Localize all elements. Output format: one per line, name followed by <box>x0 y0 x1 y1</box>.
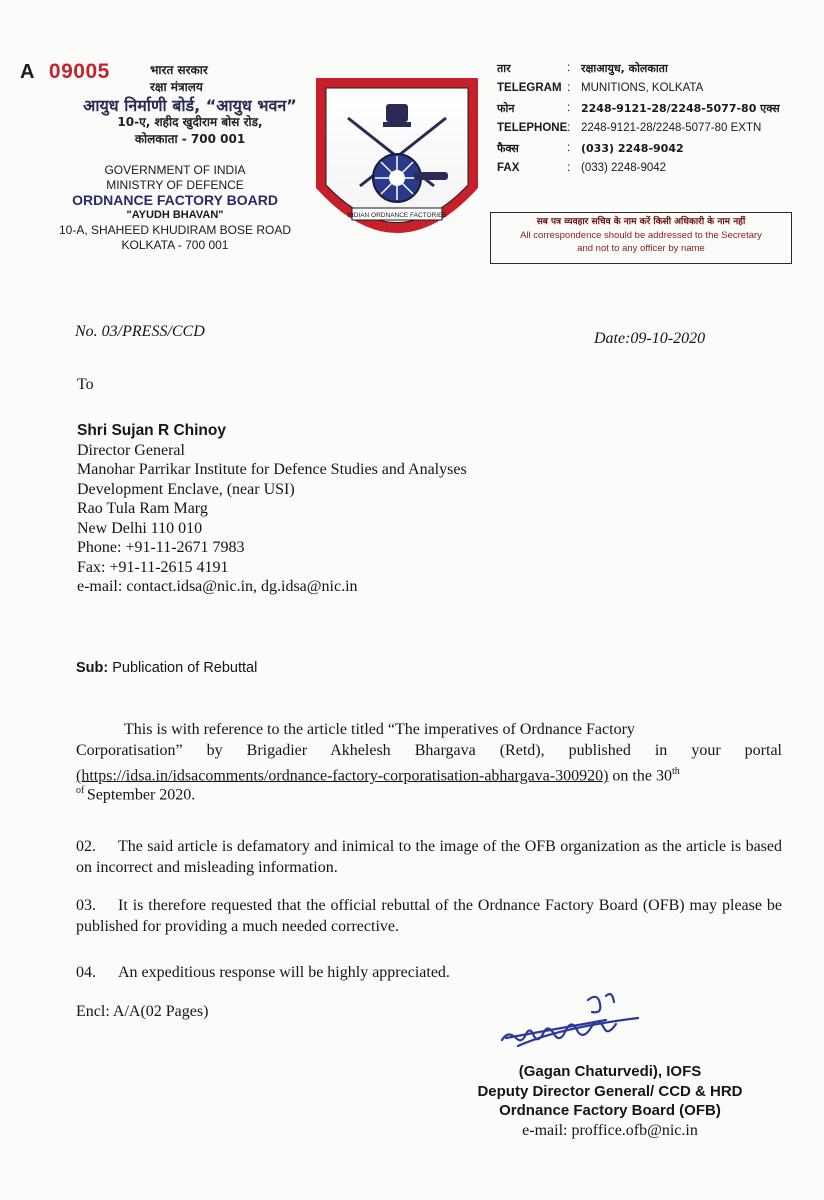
para-text: It is therefore requested that the official rebuttal of the Ordnance Factory Board (OFB) may please be published for providing a much needed corrective. <box>76 897 782 935</box>
paragraph-1 <box>76 719 782 806</box>
serial-prefix: A <box>20 61 35 83</box>
notice-english-1: All correspondence should be addressed to the Secretary <box>520 230 762 241</box>
hindi-line: रक्षा मंत्रालय <box>150 80 203 94</box>
contact-separator: : <box>567 102 571 114</box>
contact-separator: : <box>567 122 571 134</box>
to-label: To <box>77 376 94 393</box>
para1-month: September 2020. <box>86 786 196 804</box>
reference-number: No. 03/PRESS/CCD <box>75 323 205 340</box>
recipient-name: Shri Sujan R Chinoy <box>77 422 226 439</box>
para1-line2: Corporatisation” by Brigadier Akhelesh Bhargava (Retd), published in your portal <box>76 742 782 759</box>
paragraph-2 <box>76 836 782 878</box>
handwritten-signature-icon <box>488 988 648 1058</box>
signature-block <box>420 1062 800 1140</box>
contact-row <box>497 138 780 158</box>
bhavan-line: "AYUDH BHAVAN" <box>126 209 224 221</box>
recipient-address <box>77 421 467 597</box>
contact-value: (033) 2248-9042 <box>581 162 667 174</box>
ofb-emblem-icon <box>306 68 488 250</box>
article-link[interactable]: (https://idsa.in/idsacomments/ordnance-factory-corporatisation-abhargava-300920) <box>76 767 609 785</box>
subject-line <box>76 660 257 676</box>
paragraph-4 <box>76 962 782 983</box>
contact-separator: : <box>567 82 571 94</box>
contact-row <box>497 158 780 178</box>
para1-line1: This is with reference to the article titled “The imperatives of Ordnance Factory <box>124 721 635 738</box>
signatory-org: Ordnance Factory Board (OFB) <box>499 1102 721 1119</box>
emblem-banner-text: INDIAN ORDNANCE FACTORIES <box>347 212 447 219</box>
road-line: 10-A, SHAHEED KHUDIRAM BOSE ROAD <box>58 223 292 237</box>
contact-value: रक्षाआयुध, कोलकाता <box>581 61 668 75</box>
address-line: Rao Tula Ram Marg <box>77 500 208 517</box>
correspondence-notice <box>490 212 792 264</box>
contact-label: फोन <box>497 101 515 115</box>
para-number: 04. <box>76 964 96 981</box>
board-line: ORDNANCE FACTORY BOARD <box>72 192 278 208</box>
contact-value: (033) 2248-9042 <box>581 141 684 155</box>
signatory-title: Deputy Director General/ CCD & HRD <box>477 1082 743 1100</box>
ministry-line: MINISTRY OF DEFENCE <box>106 178 244 192</box>
subject-label: Sub: <box>76 660 109 676</box>
para1-of: of <box>76 785 87 797</box>
notice-english-2: and not to any officer by name <box>577 243 705 254</box>
address-line: Director General <box>77 441 185 459</box>
contact-row <box>497 98 780 118</box>
gov-line: GOVERNMENT OF INDIA <box>104 163 246 177</box>
para-number: 02. <box>76 838 96 855</box>
letter-date: Date:09-10-2020 <box>594 330 706 347</box>
contact-row <box>497 58 780 78</box>
signatory-email: e-mail: proffice.ofb@nic.in <box>522 1121 698 1139</box>
contact-label: TELEPHONE <box>497 122 568 134</box>
hindi-line: कोलकाता - 700 001 <box>134 132 246 146</box>
contact-label: फैक्स <box>497 141 519 155</box>
contact-label: FAX <box>497 162 520 174</box>
notice-hindi: सब पत्र व्यवहार सचिव के नाम करें किसी अधिकारी के नाम नहीं <box>536 217 746 227</box>
contact-row <box>497 78 780 98</box>
address-line: Manohar Parrikar Institute for Defence Studies and Analyses <box>77 461 467 478</box>
contact-row <box>497 118 780 138</box>
contact-label: TELEGRAM <box>497 82 562 94</box>
contact-value: MUNITIONS, KOLKATA <box>581 82 704 94</box>
hindi-line: आयुध निर्माणी बोर्ड, “आयुध भवन” <box>83 96 297 115</box>
contact-value: 2248-9121-28/2248-5077-80 एक्स <box>581 101 780 115</box>
enclosure-note: Encl: A/A(02 Pages) <box>76 1003 209 1020</box>
para-text: The said article is defamatory and inimical to the image of the OFB organization as the article is based on incorrect and misleading information. <box>76 838 782 876</box>
contact-separator: : <box>567 162 571 174</box>
hindi-line: भारत सरकार <box>150 63 208 77</box>
contact-separator: : <box>567 142 571 154</box>
signatory-name: (Gagan Chaturvedi), IOFS <box>518 1063 702 1080</box>
para1-date-lead: on the 30 <box>608 767 672 785</box>
paragraph-3 <box>76 895 782 937</box>
para1-date-sup: th <box>671 766 680 777</box>
hindi-letterhead <box>60 62 320 148</box>
english-letterhead <box>40 163 310 253</box>
hindi-line: 10-ए, शहीद खुदीराम बोस रोड, <box>117 115 263 129</box>
address-line: New Delhi 110 010 <box>77 519 203 537</box>
subject-text: Publication of Rebuttal <box>108 660 258 676</box>
contact-value: 2248-9121-28/2248-5077-80 EXTN <box>581 122 762 134</box>
address-line: Development Enclave, (near USI) <box>77 480 295 498</box>
address-line: Fax: +91-11-2615 4191 <box>77 558 229 576</box>
address-line: Phone: +91-11-2671 7983 <box>77 539 245 556</box>
contact-label: तार <box>497 61 511 75</box>
contact-list <box>497 58 780 178</box>
contact-separator: : <box>567 62 571 74</box>
address-line: e-mail: contact.idsa@nic.in, dg.idsa@nic.in <box>77 578 358 595</box>
serial-digits: 09005 <box>48 60 110 83</box>
para-number: 03. <box>76 897 96 914</box>
city-line: KOLKATA - 700 001 <box>121 238 229 252</box>
para-text: An expeditious response will be highly appreciated. <box>118 964 450 981</box>
